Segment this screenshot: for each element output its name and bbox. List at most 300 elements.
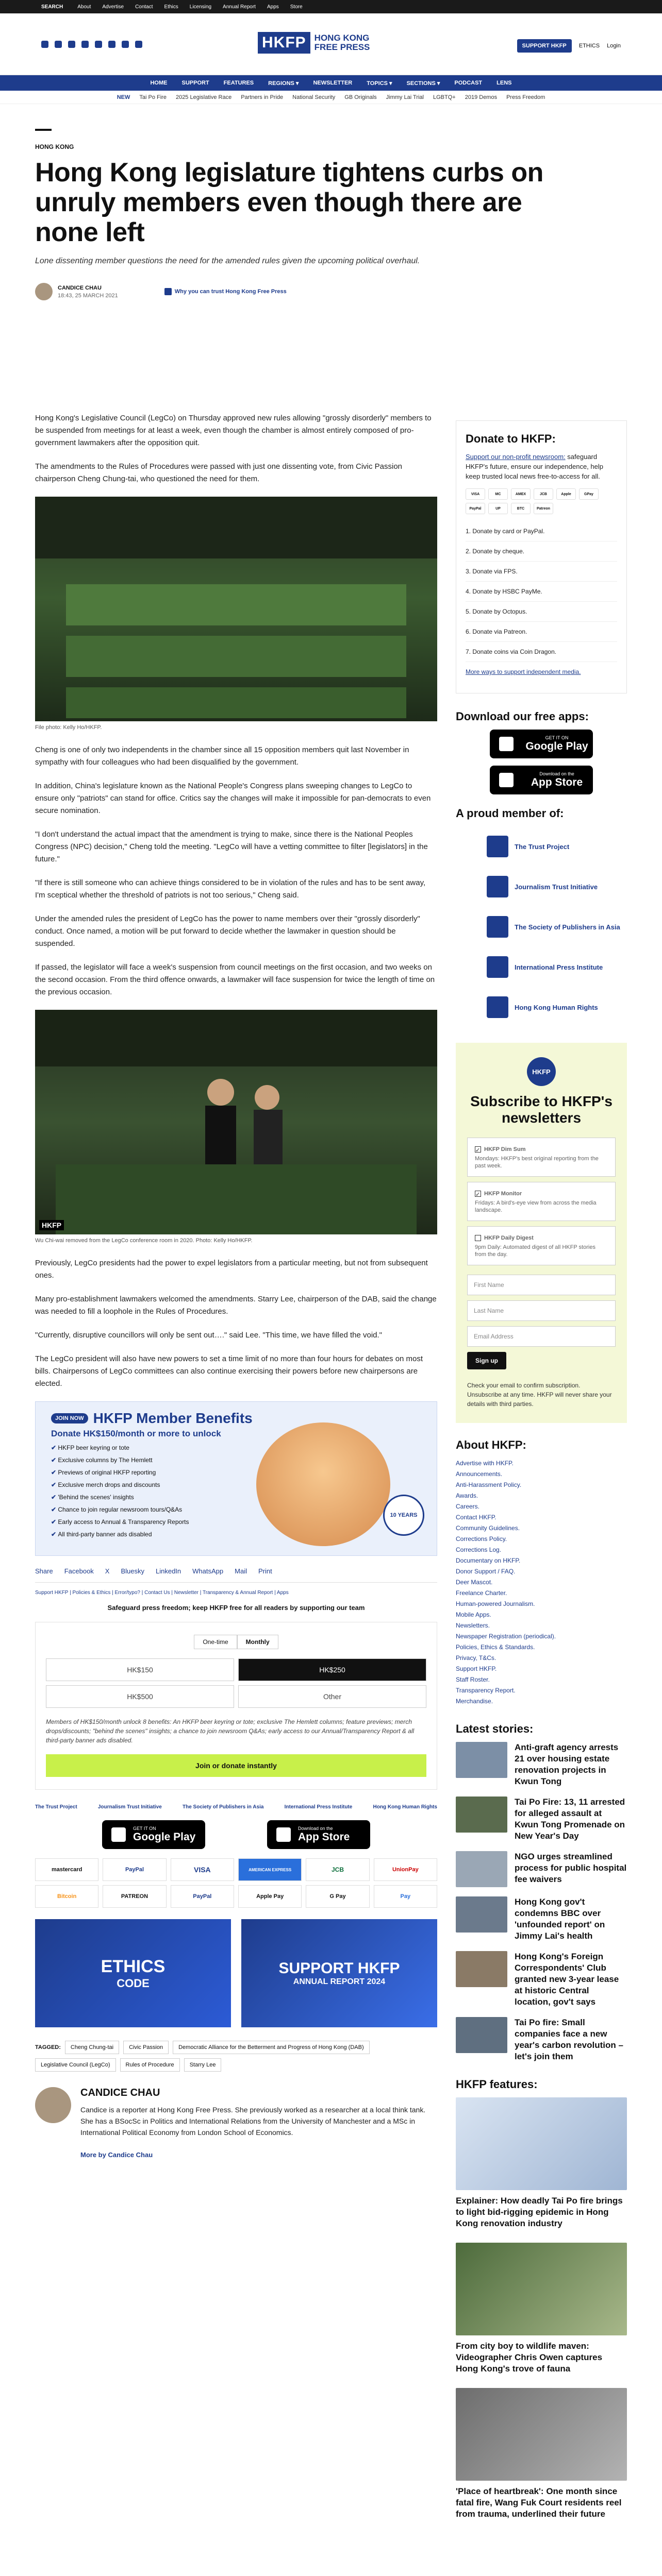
member-label: Journalism Trust Initiative — [515, 883, 598, 891]
story-thumbnail[interactable] — [456, 1742, 507, 1778]
login-link[interactable]: Login — [607, 43, 621, 49]
badge-small: Download on the — [298, 1826, 333, 1831]
nav-lens[interactable]: LENS — [496, 80, 512, 86]
trending-link[interactable]: LGBTQ+ — [433, 94, 456, 100]
amount-option[interactable]: HK$500 — [46, 1685, 234, 1708]
article-tags — [35, 2041, 437, 2072]
topbar-link-store[interactable]: Store — [290, 4, 303, 10]
member-logo-ipi[interactable] — [456, 947, 627, 987]
card-logos — [466, 488, 617, 514]
trust-project-icon — [487, 836, 508, 857]
amount-option-other[interactable]: Other — [238, 1685, 426, 1708]
facebook-icon[interactable] — [55, 41, 62, 48]
partner-logo[interactable]: International Press Institute — [284, 1804, 353, 1810]
story-thumbnail[interactable] — [456, 1797, 507, 1833]
membership-note: Members of HK$150/month unlock 8 benefits: An HKFP beer keyring or tote; exclusive The Hemlett columns; feature previews; merch drops/discounts; "behind the scenes" insights; a chance to join newsroom Q&As; early access to our Annual/Transparency Report & all third-party banner ads disabled. — [46, 1718, 415, 1744]
features-title: HKFP features: — [456, 2078, 538, 2091]
logo-wordmark — [315, 33, 370, 52]
legco-chamber-photo — [35, 497, 437, 721]
topbar-link-annual-report[interactable]: Annual Report — [223, 4, 256, 10]
option-desc: Mondays: HKFP's best original reporting from the past week. — [475, 1156, 599, 1169]
card-logo: JCB — [534, 488, 553, 500]
tag-chip[interactable]: Legislative Council (LegCo) — [35, 2058, 116, 2072]
trending-link[interactable]: 2025 Legislative Race — [175, 94, 232, 100]
about-link[interactable]: Newspaper Registration (periodical). — [456, 1633, 556, 1640]
paragraph: "If there is still someone who can achieve things considered to be in violation of the rules and has to be sent away, I'm sceptical whether the threshold of patriots is not too serious," Cheng said. — [35, 878, 426, 900]
donate-link[interactable]: Support our non-profit newsroom: — [466, 453, 566, 461]
badge-small: GET IT ON — [133, 1826, 156, 1831]
newsletter-option[interactable] — [467, 1138, 616, 1177]
new-badge: NEW — [117, 94, 130, 100]
hkhr-icon — [487, 996, 508, 1018]
x-icon[interactable] — [41, 41, 48, 48]
feature-title[interactable]: From city boy to wildlife maven: Videographer Chris Owen captures Hong Kong's trove of fauna — [456, 2341, 603, 2374]
banner-subtitle: ANNUAL REPORT 2024 — [293, 1977, 386, 1986]
checkbox-checked[interactable]: ✓ — [475, 1147, 481, 1154]
banner-title: SUPPORT HKFP — [278, 1960, 400, 1977]
share-bluesky[interactable]: Bluesky — [121, 1567, 144, 1575]
newsletter-note: Check your email to confirm subscription. Unsubscribe at any time. HKFP will never share your details with third parties. — [467, 1382, 612, 1408]
payment-logo: VISA — [171, 1858, 234, 1881]
partner-logo[interactable]: Journalism Trust Initiative — [97, 1804, 162, 1810]
donate-methods — [466, 521, 617, 682]
deer-mascot-illustration — [256, 1422, 390, 1546]
author-box-avatar[interactable] — [35, 2087, 71, 2123]
apple-icon — [276, 1827, 291, 1842]
donate-text: safeguard HKFP's future, ensure our independence, help keep trusted local news free-to-access for all. — [466, 453, 603, 480]
about-link[interactable]: Newsletters. — [456, 1622, 490, 1629]
about-link[interactable]: Deer Mascot. — [456, 1579, 493, 1586]
donate-method[interactable]: 3. Donate via FPS. — [466, 562, 617, 582]
email-icon[interactable] — [122, 41, 129, 48]
nav-home[interactable]: HOME — [150, 80, 168, 86]
banner-title: ETHICS — [101, 1956, 166, 1976]
option-title: HKFP Daily Digest — [484, 1235, 534, 1241]
features-list — [456, 2097, 627, 2520]
monthly-option[interactable]: Monthly — [237, 1635, 278, 1649]
share-print[interactable]: Print — [258, 1567, 272, 1575]
photo-figure — [207, 1079, 234, 1106]
tag-chip[interactable]: Cheng Chung-tai — [65, 2041, 119, 2054]
newsletter-option[interactable] — [467, 1182, 616, 1221]
card-logo: VISA — [466, 488, 485, 500]
donate-title: Donate to HKFP: — [466, 432, 556, 445]
latest-story[interactable] — [456, 1742, 627, 1787]
about-link[interactable]: Donor Support / FAQ. — [456, 1568, 516, 1575]
article-header — [0, 104, 662, 302]
photo-backwall — [35, 1010, 437, 1066]
promo-title: HKFP Member Benefits — [93, 1410, 253, 1426]
paragraph: Cheng is one of only two independents in the chamber since all 15 opposition members quit last November in sympathy with four colleagues who had been disqualified by the government. — [35, 745, 409, 767]
donate-lead — [466, 452, 617, 481]
top-utility-bar — [0, 0, 662, 13]
benefit-item: ✔ HKFP beer keyring or tote — [51, 1444, 421, 1451]
feature-title[interactable]: 'Place of heartbreak': One month since fatal fire, Wang Fuk Court residents reel from trauma, underlined their future — [456, 2486, 622, 2519]
card-logo: MC — [488, 488, 508, 500]
trending-link[interactable]: Tai Po Fire — [139, 94, 167, 100]
option-desc: Fridays: A bird's-eye view from across the media landscape. — [475, 1200, 597, 1213]
payment-logo: PayPal — [171, 1885, 234, 1908]
tag-chip[interactable]: Civic Passion — [123, 2041, 169, 2054]
option-title: HKFP Dim Sum — [484, 1146, 526, 1153]
share-linkedin[interactable]: LinkedIn — [156, 1567, 181, 1575]
card-logo: Patreon — [534, 503, 553, 514]
author-box-name[interactable]: CANDICE CHAU — [80, 2087, 160, 2098]
paragraph: Under the amended rules the president of LegCo has the power to name members over their "grossly disorderly" conduct. Once named, a motion will be put forward to decide whether the lawmaker in question should be suspended. — [35, 914, 420, 948]
latest-story[interactable] — [456, 1896, 627, 1942]
about-link[interactable]: Contact HKFP. — [456, 1514, 496, 1521]
author-name[interactable]: CANDICE CHAU — [58, 284, 102, 291]
donate-method[interactable]: 2. Donate by cheque. — [466, 541, 617, 562]
badge-label: Google Play — [133, 1831, 196, 1843]
trending-link[interactable]: Jimmy Lai Trial — [386, 94, 424, 100]
google-play-icon — [499, 737, 514, 751]
trending-link[interactable]: GB Originals — [344, 94, 377, 100]
latest-story[interactable] — [456, 1797, 627, 1842]
newsletter-widget — [456, 1043, 627, 1423]
photo-backwall — [35, 497, 437, 558]
about-link[interactable]: Support HKFP. — [456, 1665, 497, 1672]
author-avatar[interactable] — [35, 283, 53, 300]
google-play-badge[interactable] — [490, 730, 593, 758]
benefit-item: ✔ Chance to join regular newsroom tours/Q&As — [51, 1506, 421, 1513]
member-label: The Trust Project — [515, 842, 570, 851]
trending-bar — [0, 91, 662, 104]
nav-topics[interactable]: TOPICS ▾ — [367, 80, 392, 87]
payment-logo: Bitcoin — [35, 1885, 98, 1908]
payment-logo: mastercard — [35, 1858, 98, 1881]
about-links — [456, 1458, 627, 1707]
trust-link[interactable] — [164, 288, 287, 295]
last-name-input[interactable]: Last Name — [467, 1300, 616, 1321]
ten-years-badge: 10 YEARS — [383, 1495, 424, 1536]
badge-small: Download on the — [539, 771, 574, 776]
photo-desk-row — [56, 1164, 417, 1234]
photo-watermark: HKFP — [39, 1220, 64, 1230]
membership-widget — [456, 807, 627, 1027]
trust-icon — [164, 288, 172, 295]
donation-widget — [35, 1622, 437, 1790]
nav-regions[interactable]: REGIONS ▾ — [268, 80, 299, 87]
banner-subtitle: CODE — [117, 1976, 150, 1990]
nav-sections[interactable]: SECTIONS ▾ — [406, 80, 440, 87]
logo-line-1: HONG KONG — [314, 33, 370, 43]
promo-banners — [35, 1919, 437, 2027]
photo-desk-row — [66, 584, 406, 625]
story-thumbnail[interactable] — [456, 2017, 507, 2053]
safeguard-headline: Safeguard press freedom; keep HKFP free for all readers by supporting our team — [107, 1604, 365, 1612]
more-ways-link[interactable]: More ways to support independent media. — [466, 668, 581, 675]
site-header — [0, 13, 662, 75]
checkbox-unchecked[interactable] — [475, 1235, 481, 1241]
article-body — [35, 412, 437, 2172]
photo-illustration — [35, 1010, 437, 1234]
newsletter-title: Subscribe to HKFP's newsletters — [470, 1093, 613, 1126]
youtube-icon[interactable] — [108, 41, 115, 48]
paragraph: The amendments to the Rules of Procedures were passed with just one dissenting vote, from Civic Passion chairperson Cheng Chung-tai, who questioned the need for them. — [35, 462, 403, 483]
feature-image[interactable] — [456, 2388, 627, 2481]
one-time-option[interactable]: One-time — [194, 1635, 237, 1649]
donate-method[interactable]: 5. Donate by Octopus. — [466, 602, 617, 622]
ethics-code-banner[interactable] — [35, 1919, 231, 2027]
donate-method[interactable]: 7. Donate coins via Coin Dragon. — [466, 642, 617, 662]
annual-report-banner[interactable] — [241, 1919, 437, 2027]
more-by-author-link[interactable]: More by Candice Chau — [80, 2151, 153, 2159]
story-thumbnail[interactable] — [456, 1851, 507, 1887]
payment-logo: JCB — [306, 1858, 369, 1881]
tag-chip[interactable]: Rules of Procedure — [120, 2058, 180, 2072]
author-bio: Candice is a reporter at Hong Kong Free Press. She previously worked as a researcher at a local think tank. She has a BSocSc in Politics and International Relations from the University of Manchester and a MSc in International Political Economy from London School of Economics. — [80, 2106, 426, 2137]
app-store-badge[interactable] — [490, 766, 593, 794]
join-now-pill[interactable]: JOIN NOW — [51, 1413, 88, 1423]
donate-method[interactable]: 4. Donate by HSBC PayMe. — [466, 582, 617, 602]
apps-title: Download our free apps: — [456, 710, 589, 723]
article-standfirst: Lone dissenting member questions the need for the amended rules given the upcoming political overhaul. — [35, 257, 420, 265]
frequency-toggle — [46, 1635, 426, 1649]
paragraph: Previously, LegCo presidents had the power to expel legislators from a particular meeting, but not from subsequent ones. — [35, 1259, 428, 1280]
photo-caption: File photo: Kelly Ho/HKFP. — [35, 724, 102, 731]
story-title[interactable]: Tai Po fire: Small companies face a new year's carbon revolution – let's join them — [515, 2018, 623, 2061]
photo-caption: Wu Chi-wai removed from the LegCo conference room in 2020. Photo: Kelly Ho/HKFP. — [35, 1238, 253, 1244]
about-link[interactable]: Merchandise. — [456, 1698, 493, 1705]
email-input[interactable]: Email Address — [467, 1326, 616, 1347]
about-widget — [456, 1438, 627, 1707]
badge-label: App Store — [531, 776, 583, 788]
badge-label: App Store — [298, 1831, 350, 1843]
nav-newsletter[interactable]: NEWSLETTER — [313, 80, 353, 86]
story-thumbnail[interactable] — [456, 1951, 507, 1987]
story-title[interactable]: Hong Kong gov't condemns BBC over 'unfounded report' on Jimmy Lai's health — [515, 1897, 605, 1941]
threads-icon[interactable] — [81, 41, 89, 48]
newsletter-logo: HKFP — [527, 1057, 556, 1086]
social-icons — [41, 41, 142, 48]
story-title[interactable]: Tai Po Fire: 13, 11 arrested for alleged assault at Kwun Tong Promenade on New Year's Day — [515, 1797, 625, 1841]
story-title[interactable]: NGO urges streamlined process for public hospital fee waivers — [515, 1852, 627, 1884]
features-widget — [456, 2078, 627, 2520]
payment-logo: UnionPay — [374, 1858, 437, 1881]
wu-chi-wai-photo — [35, 1010, 437, 1234]
about-link[interactable]: Community Guidelines. — [456, 1524, 520, 1532]
kicker-rule — [35, 129, 52, 131]
photo-illustration — [35, 497, 437, 721]
amount-options — [46, 1658, 426, 1708]
google-play-badge[interactable] — [102, 1820, 205, 1849]
header-actions — [517, 39, 621, 53]
paragraph: If passed, the legislator will face a week's suspension from council meetings on the first occasion, and two weeks on the second occasion. From the third offence onwards, a lawmaker will face suspension for twice the length of time on the previous occasion. — [35, 963, 435, 996]
card-logo: GPay — [579, 488, 599, 500]
topbar-link-contact[interactable]: Contact — [135, 4, 153, 10]
benefit-item: ✔ 'Behind the scenes' insights — [51, 1494, 421, 1501]
google-play-icon — [111, 1827, 126, 1842]
feature-story[interactable] — [456, 2097, 627, 2229]
newsletter-option[interactable] — [467, 1226, 616, 1265]
about-link[interactable]: Corrections Policy. — [456, 1535, 507, 1543]
feature-title[interactable]: Explainer: How deadly Tai Po fire brings to light bid-rigging epidemic in Hong Kong renovation industry — [456, 2196, 623, 2228]
tags-label: TAGGED: — [35, 2044, 61, 2050]
photo-figure — [255, 1085, 279, 1110]
card-logo: UP — [488, 503, 508, 514]
amount-option-selected[interactable]: HK$250 — [238, 1658, 426, 1681]
member-label: International Press Institute — [515, 963, 603, 971]
option-desc: 9pm Daily: Automated digest of all HKFP stories from the day. — [475, 1244, 595, 1258]
sopa-icon — [487, 916, 508, 938]
payment-logo: Apple Pay — [238, 1885, 302, 1908]
about-link[interactable]: Careers. — [456, 1503, 480, 1510]
paragraph: The LegCo president will also have new powers to set a time limit of no more than four hours for debates on most bills. Chairpersons of LegCo committees can also continue exercising their powers before new chairpersons are elected. — [35, 1354, 423, 1388]
partner-logo[interactable]: Hong Kong Human Rights — [373, 1804, 437, 1810]
main-nav — [0, 75, 662, 91]
about-link[interactable]: Anti-Harassment Policy. — [456, 1481, 522, 1488]
photo-desk-row — [66, 687, 406, 718]
benefit-item: ✔ All third-party banner ads disabled — [51, 1531, 421, 1538]
topbar-link-about[interactable]: About — [77, 4, 91, 10]
payment-logo: PayPal — [103, 1858, 166, 1881]
promo-subtitle: Donate HK$150/month or more to unlock — [51, 1429, 221, 1438]
feature-story[interactable] — [456, 2243, 627, 2375]
topbar-link-ethics[interactable]: Ethics — [164, 4, 178, 10]
ethics-link[interactable]: ETHICS — [578, 43, 600, 49]
badge-small: GET IT ON — [545, 735, 569, 740]
about-link[interactable]: Advertise with HKFP. — [456, 1460, 514, 1467]
member-logo-trust-project[interactable] — [456, 826, 627, 867]
about-link[interactable]: Documentary on HKFP. — [456, 1557, 521, 1564]
about-link[interactable]: Freelance Charter. — [456, 1589, 507, 1597]
publish-date: 18:43, 25 MARCH 2021 — [58, 292, 118, 299]
donate-method[interactable]: 1. Donate by card or PayPal. — [466, 521, 617, 541]
paragraph: Many pro-establishment lawmakers welcomed the amendments. Starry Lee, chairperson of the DAB, said the change was needed to fill a loophole in the Rules of Procedures. — [35, 1295, 437, 1316]
latest-title: Latest stories: — [456, 1722, 534, 1735]
topbar-link-licensing[interactable]: Licensing — [189, 4, 212, 10]
benefit-item: ✔ Previews of original HKFP reporting — [51, 1469, 421, 1476]
tag-chip[interactable]: Democratic Alliance for the Betterment and Progress of Hong Kong (DAB) — [173, 2041, 370, 2054]
share-whatsapp[interactable]: WhatsApp — [192, 1567, 224, 1575]
site-logo[interactable] — [258, 32, 370, 54]
share-x[interactable]: X — [105, 1567, 110, 1575]
about-link[interactable]: Staff Roster. — [456, 1676, 490, 1683]
sidebar — [456, 420, 627, 2533]
trending-link[interactable]: 2019 Demos — [465, 94, 498, 100]
member-logo-hkhr[interactable] — [456, 987, 627, 1027]
latest-story[interactable] — [456, 1951, 627, 2008]
latest-story[interactable] — [456, 2017, 627, 2062]
join-donate-button[interactable]: Join or donate instantly — [46, 1754, 426, 1777]
app-store-row — [35, 1820, 437, 1849]
app-store-badge[interactable] — [267, 1820, 370, 1849]
benefit-item: ✔ Early access to Annual & Transparency Reports — [51, 1518, 421, 1526]
about-link[interactable]: Corrections Log. — [456, 1546, 502, 1553]
paragraph: "I don't understand the actual impact that the amendment is trying to make, since there is the National Peoples Congress (NPC) decision," Cheng told the meeting. "LegCo will have a vetting committee to filter [legislators] in the future." — [35, 830, 428, 863]
latest-list — [456, 1742, 627, 2062]
about-link[interactable]: Awards. — [456, 1492, 478, 1499]
partner-logos — [35, 1804, 437, 1810]
card-logo: AMEX — [511, 488, 531, 500]
option-title: HKFP Monitor — [484, 1191, 522, 1197]
latest-story[interactable] — [456, 1851, 627, 1887]
partner-logo[interactable]: The Society of Publishers in Asia — [182, 1804, 264, 1810]
share-label: Share — [35, 1567, 53, 1575]
trust-link-label: Why you can trust Hong Kong Free Press — [174, 289, 287, 295]
share-mail[interactable]: Mail — [235, 1567, 247, 1575]
about-link[interactable]: Policies, Ethics & Standards. — [456, 1643, 535, 1651]
about-link[interactable]: Privacy, T&Cs. — [456, 1654, 496, 1662]
latest-widget — [456, 1722, 627, 2062]
apps-widget — [456, 710, 627, 794]
payment-logo: Pay — [374, 1885, 437, 1908]
telegram-icon[interactable] — [135, 41, 142, 48]
tag-chip[interactable]: Starry Lee — [184, 2058, 222, 2072]
about-link[interactable]: Announcements. — [456, 1470, 503, 1478]
member-title: A proud member of: — [456, 807, 564, 820]
member-logo-jti[interactable] — [456, 867, 627, 907]
checkbox-checked[interactable]: ✓ — [475, 1191, 481, 1198]
about-title: About HKFP: — [456, 1438, 526, 1451]
about-link[interactable]: Mobile Apps. — [456, 1611, 491, 1618]
feature-story[interactable] — [456, 2388, 627, 2520]
signup-button[interactable]: Sign up — [467, 1352, 506, 1369]
feature-image[interactable] — [456, 2243, 627, 2335]
paragraph: In addition, China's legislature known as the National People's Congress plans sweeping changes to LegCo to ensure only "patriots" can stand for office. Critics say the changes will make it impossible for pan-democrats to even secure nomination. — [35, 782, 431, 815]
story-title[interactable]: Anti-graft agency arrests 21 over housing estate renovation projects in Kwun Tong — [515, 1742, 619, 1786]
feature-image[interactable] — [456, 2097, 627, 2190]
card-logo: BTC — [511, 503, 531, 514]
jti-icon — [487, 876, 508, 897]
nav-podcast[interactable]: PODCAST — [454, 80, 483, 86]
partner-logo[interactable]: The Trust Project — [35, 1804, 77, 1810]
instagram-icon[interactable] — [68, 41, 75, 48]
story-thumbnail[interactable] — [456, 1896, 507, 1933]
support-hkfp-button[interactable]: SUPPORT HKFP — [517, 39, 572, 53]
topbar-link-advertise[interactable]: Advertise — [102, 4, 124, 10]
nav-features[interactable]: FEATURES — [223, 80, 254, 86]
member-logos — [456, 826, 627, 1027]
member-benefits-banner[interactable] — [35, 1401, 437, 1556]
paragraph: "Currently, disruptive councillors will only be sent out…." said Lee. "This time, we have filled the void." — [35, 1331, 382, 1340]
support-links[interactable]: Support HKFP | Policies & Ethics | Error/typo? | Contact Us | Newsletter | Transparency & Annual Report | Apps — [35, 1590, 289, 1596]
paragraph: Hong Kong's Legislative Council (LegCo) on Thursday approved new rules allowing "grossly disorderly" members to be suspended from meetings for at least a week, even though the chamber is almost entirely composed of pro-government lawmakers after the opposition quit. — [35, 414, 432, 447]
donate-method[interactable]: 6. Donate via Patreon. — [466, 622, 617, 642]
amount-option[interactable]: HK$150 — [46, 1658, 234, 1681]
search-button[interactable]: SEARCH — [41, 4, 63, 10]
donate-widget — [456, 420, 627, 693]
member-label: Hong Kong Human Rights — [515, 1003, 598, 1011]
benefit-item: ✔ Exclusive columns by The Hemlett — [51, 1456, 421, 1464]
member-label: The Society of Publishers in Asia — [515, 923, 620, 931]
trending-link[interactable]: Press Freedom — [506, 94, 545, 100]
nav-support[interactable]: SUPPORT — [181, 80, 209, 86]
bluesky-icon[interactable] — [95, 41, 102, 48]
article-title: Hong Kong legislature tightens curbs on unruly members even though there are none left — [35, 158, 543, 247]
share-bar — [35, 1567, 437, 1583]
about-link[interactable]: Human-powered Journalism. — [456, 1600, 535, 1607]
badge-label: Google Play — [525, 740, 588, 752]
article-category[interactable]: HONG KONG — [35, 143, 74, 150]
about-link[interactable]: Transparency Report. — [456, 1687, 516, 1694]
share-facebook[interactable]: Facebook — [64, 1567, 94, 1575]
trending-link[interactable]: Partners in Pride — [241, 94, 284, 100]
benefit-item: ✔ Exclusive merch drops and discounts — [51, 1481, 421, 1488]
payment-logo: G Pay — [306, 1885, 369, 1908]
photo-desk-row — [66, 636, 406, 677]
author-box — [35, 2087, 437, 2172]
payment-logo: AMERICAN EXPRESS — [238, 1858, 302, 1881]
trending-link[interactable]: National Security — [292, 94, 336, 100]
story-title[interactable]: Hong Kong's Foreign Correspondents' Club granted new 3-year lease at historic Central location, gov't says — [515, 1952, 619, 2007]
member-logo-sopa[interactable] — [456, 907, 627, 947]
apple-icon — [499, 773, 514, 787]
first-name-input[interactable]: First Name — [467, 1275, 616, 1295]
logo-line-2: FREE PRESS — [314, 42, 370, 52]
topbar-link-apps[interactable]: Apps — [267, 4, 279, 10]
